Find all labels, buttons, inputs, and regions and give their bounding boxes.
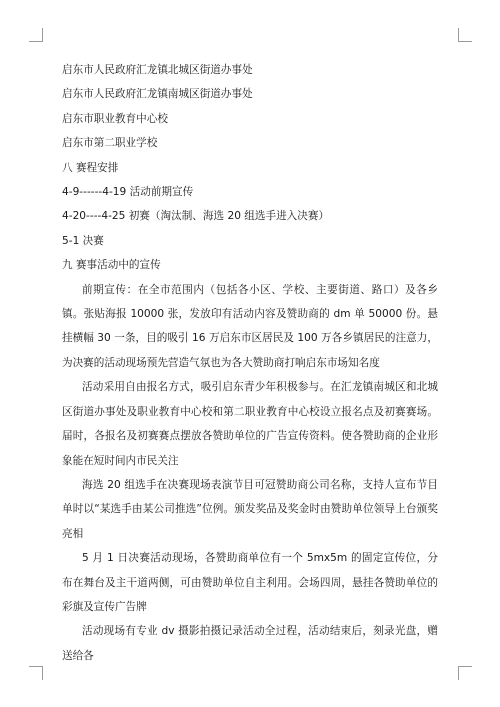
section-heading-promotion: 九 赛事活动中的宣传 bbox=[62, 259, 161, 272]
schedule-item: 4-9------4-19 活动前期宣传 bbox=[62, 186, 194, 199]
crop-mark-bottom-left bbox=[29, 666, 43, 680]
crop-mark-top-right bbox=[458, 28, 472, 42]
schedule-item: 5-1 决赛 bbox=[62, 234, 104, 247]
paragraph: 5 月 1 日决赛活动现场，各赞助商单位有一个 5mx5m 的固定宣传位，分布在舞台及主干道两侧，可由赞助单位自主利用。会场四周，悬挂各赞助单位的彩旗及宣传广告牌 bbox=[62, 552, 438, 613]
document-body bbox=[62, 58, 438, 668]
organizer-line: 启东市职业教育中心校 bbox=[62, 112, 168, 125]
organizer-line: 启东市第二职业学校 bbox=[62, 137, 158, 150]
organizer-line: 启东市人民政府汇龙镇南城区街道办事处 bbox=[62, 88, 253, 101]
section-heading-schedule: 八 赛程安排 bbox=[62, 161, 119, 174]
paragraph: 前期宣传：在全市范围内（包括各小区、学校、主要街道、路口）及各乡镇。张贴海报 10000 张，发放印有活动内容及赞助商的 dm 单 50000 份。悬挂横幅 30 一条，目的吸引 16 万启东市区居民及 100 万各乡镇居民的注意力，为决赛的活动现场预先营造气氛也为各大赞助商打响启东市场知名度 bbox=[62, 283, 438, 369]
crop-mark-top-left bbox=[29, 28, 43, 42]
schedule-item: 4-20----4-25 初赛（淘汰制、海选 20 组选手进入决赛） bbox=[62, 210, 330, 223]
paragraph: 活动现场有专业 dv 摄影拍摄记录活动全过程，活动结束后，刻录光盘，赠送给各 bbox=[62, 625, 438, 662]
organizer-line: 启东市人民政府汇龙镇北城区街道办事处 bbox=[62, 64, 253, 76]
crop-mark-bottom-right bbox=[458, 666, 472, 680]
paragraph: 活动采用自由报名方式，吸引启东青少年积极参与。在汇龙镇南城区和北城区街道办事处及职业教育中心校和第二职业教育中心校设立报名点及初赛赛场。届时，各报名及初赛赛点摆放各赞助单位的广告宣传资料。使各赞助商的企业形象能在短时间内市民关注 bbox=[62, 381, 438, 467]
paragraph: 海选 20 组选手在决赛现场表演节目可冠赞助商公司名称，支持人宣布节目单时以“某选手由某公司推选”位例。颁发奖品及奖金时由赞助单位领导上台颁奖亮相 bbox=[62, 478, 438, 540]
